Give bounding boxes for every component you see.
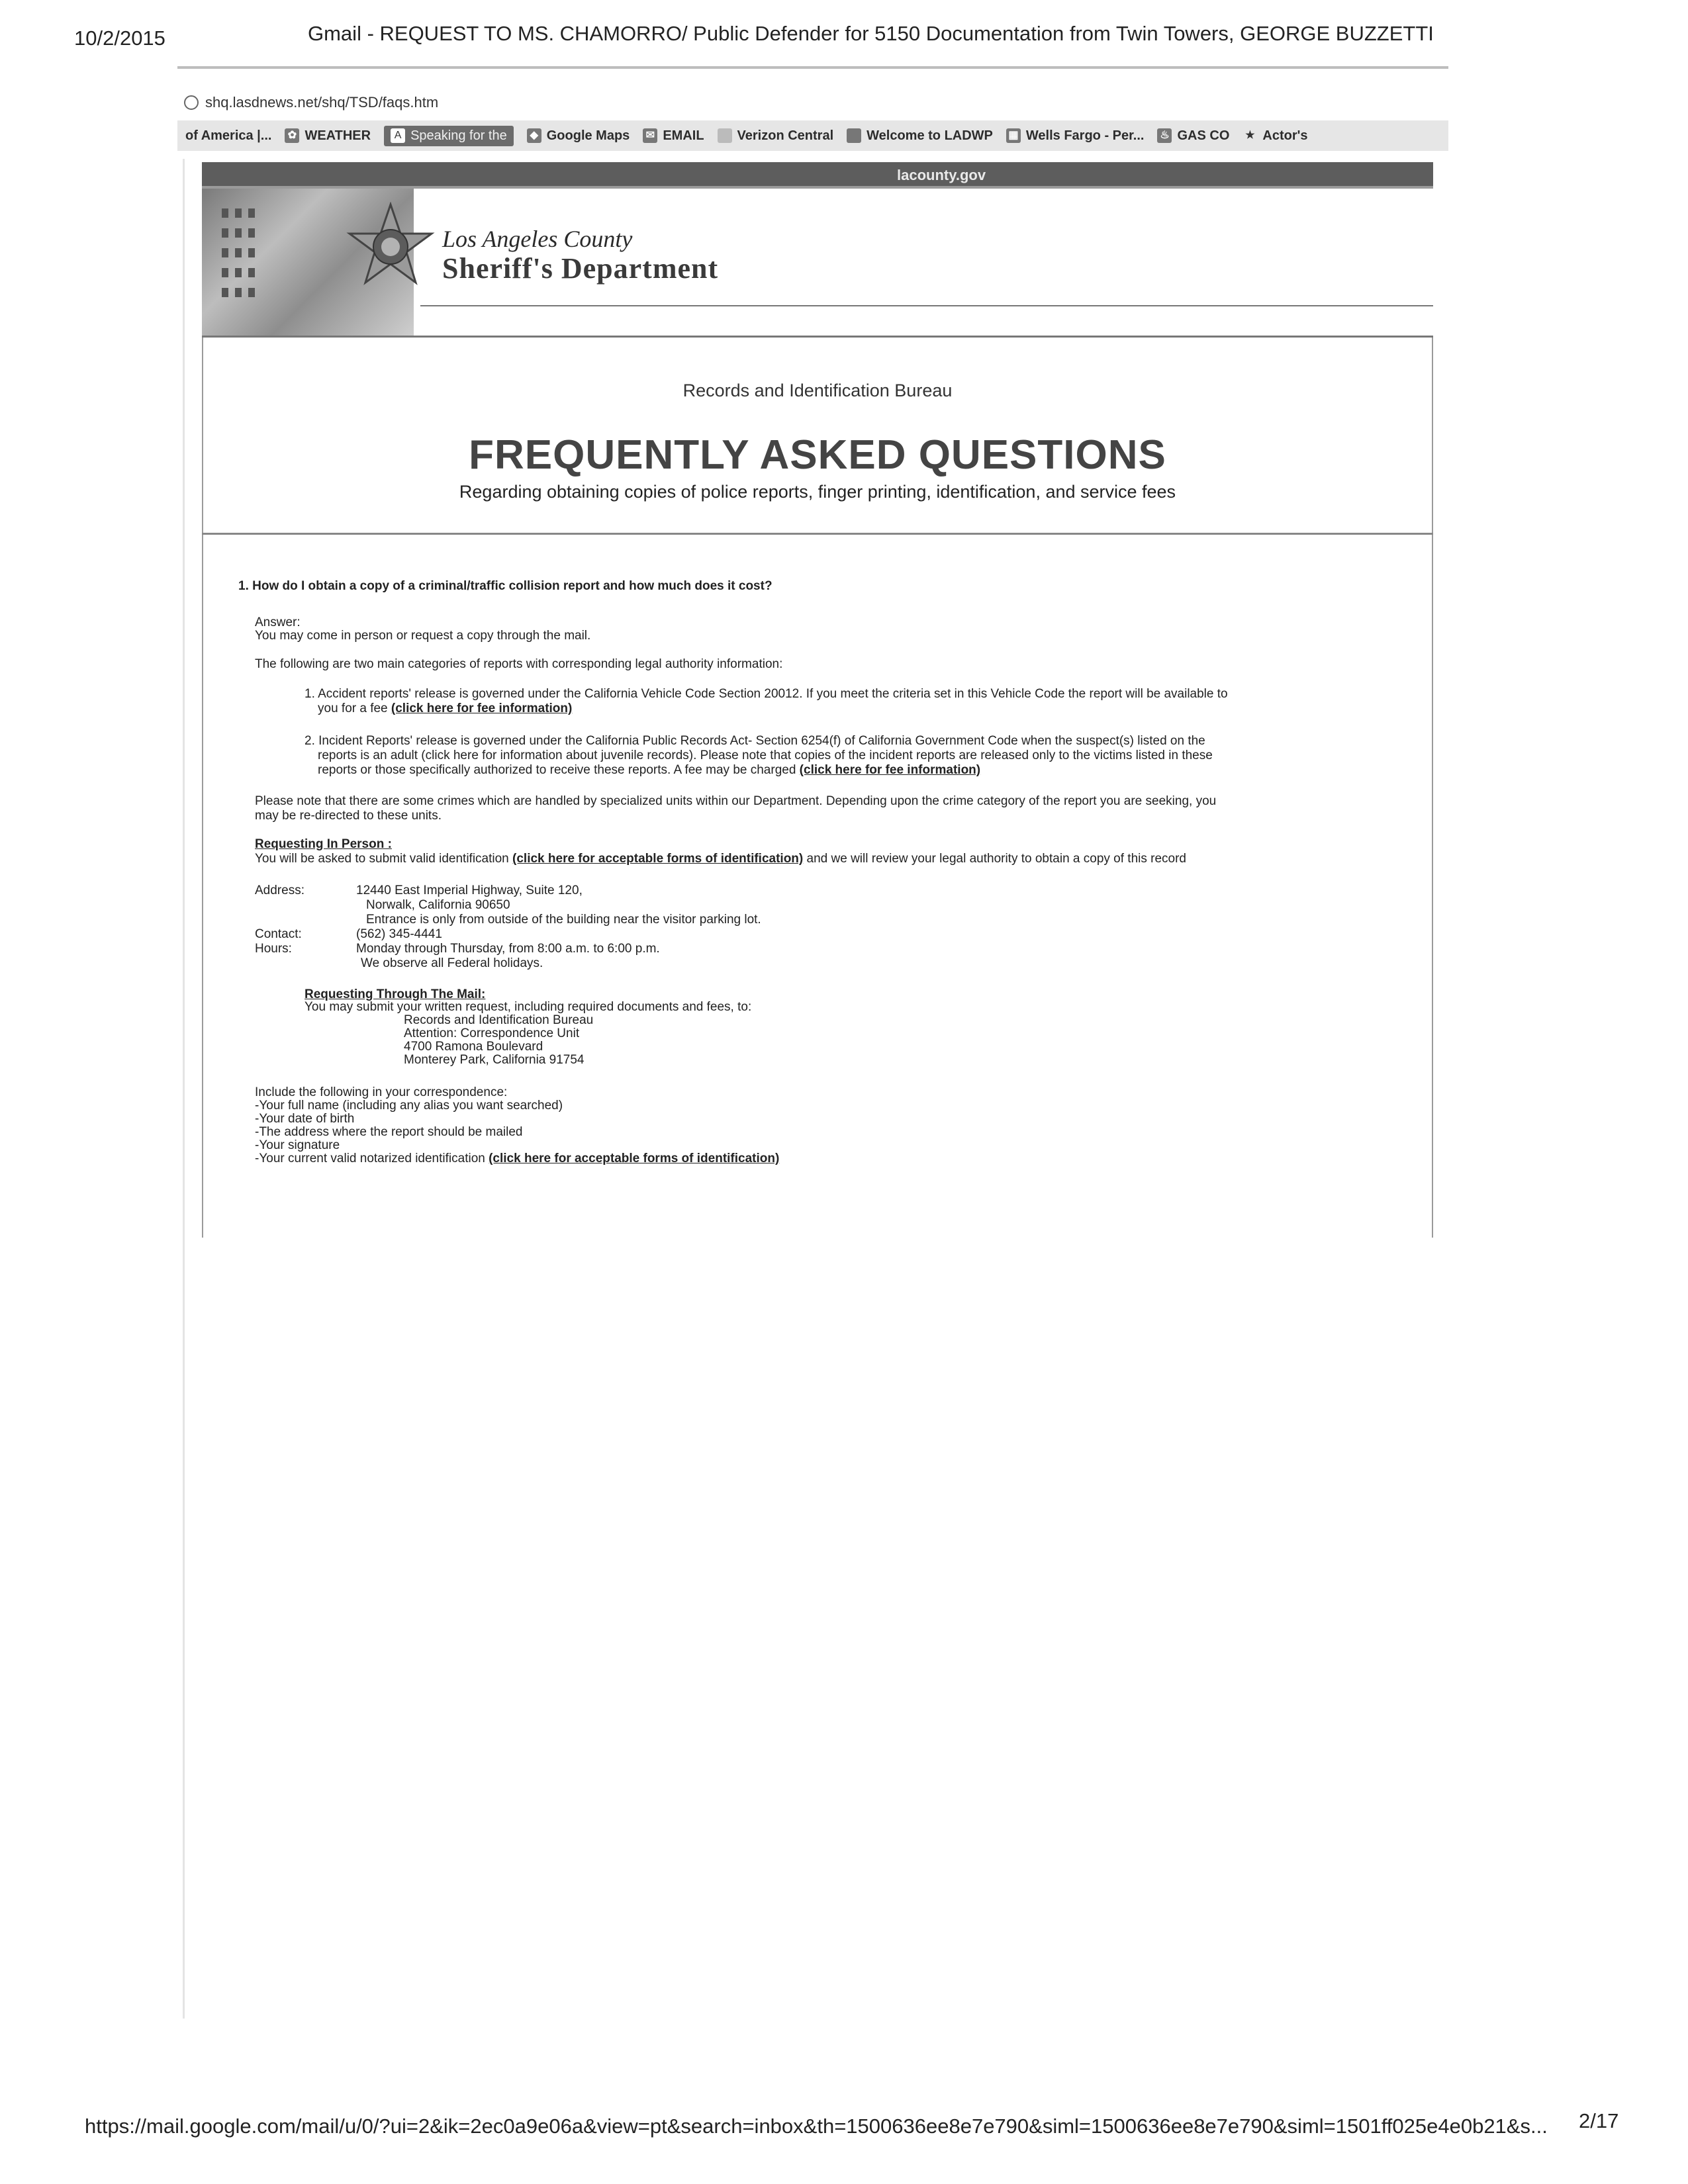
bookmarks-bar: [177, 120, 1448, 151]
address-line: 12440 East Imperial Highway, Suite 120,: [356, 884, 583, 897]
weather-icon: ✿: [285, 128, 299, 143]
bookmark-item[interactable]: ★ Actor's: [1243, 128, 1307, 144]
bookmark-item[interactable]: ✉ EMAIL: [643, 128, 704, 144]
bureau-name: Records and Identification Bureau: [682, 381, 953, 400]
print-page-number: 2/17: [1579, 2109, 1619, 2132]
hours-label: Hours:: [255, 942, 292, 956]
section-rule: [202, 533, 1433, 535]
chrome-divider: [177, 66, 1448, 69]
item1-text: you for a fee: [318, 702, 388, 715]
bookmark-item[interactable]: of America |...: [185, 128, 272, 143]
address-label: Address:: [255, 884, 305, 897]
bookmark-item[interactable]: ◆ Google Maps: [527, 128, 630, 144]
item2-text: reports or those specifically authorized to receive these reports. A fee may be charged: [318, 763, 796, 777]
bookmark-item[interactable]: ✿ WEATHER: [285, 128, 371, 144]
include-item: -Your date of birth: [255, 1112, 355, 1126]
answer-label: Answer:: [255, 615, 301, 629]
mail-intro: You may submit your written request, including required documents and fees, to:: [305, 1000, 752, 1014]
mail-icon: ✉: [643, 128, 657, 143]
browser-chrome: [177, 60, 1448, 159]
include-item: -The address where the report should be mailed: [255, 1125, 523, 1139]
item1-line1: 1. Accident reports' release is governed under the California Vehicle Code Section 20012. If you meet the criteria set in this Vehicle Code the report will be available to: [305, 687, 1228, 701]
contact-phone: (562) 345-4441: [356, 927, 442, 941]
page-subtitle: Regarding obtaining copies of police reports, finger printing, identification, and service fees: [459, 482, 1176, 502]
star-icon: ★: [1245, 130, 1255, 141]
in-person-heading: Requesting In Person :: [255, 837, 392, 851]
item2-line2: reports is an adult (click here for information about juvenile records). Please note that copies of the incident reports are released only to the victims listed in these: [318, 749, 1213, 762]
print-title: Gmail - REQUEST TO MS. CHAMORRO/ Public Defender for 5150 Documentation from Twin Towers, GEORGE BUZZETTI: [308, 22, 1434, 45]
url-text[interactable]: shq.lasdnews.net/shq/TSD/faqs.htm: [205, 94, 439, 111]
mail-heading: Requesting Through The Mail:: [305, 987, 486, 1001]
categories-intro: The following are two main categories of reports with corresponding legal authority information:: [255, 657, 783, 671]
print-footer-url: https://mail.google.com/mail/u/0/?ui=2&ik=2ec0a9e06a&view=pt&search=inbox&th=1500636ee8e7e790&siml=1500636ee8e7e790&siml=1501ff025e4e0b21&s...: [85, 2115, 1548, 2138]
bookmark-item[interactable]: Welcome to LADWP: [847, 128, 993, 144]
item1-line2: [318, 702, 572, 716]
print-date: 10/2/2015: [74, 26, 165, 50]
item2-line1: 2. Incident Reports' release is governed under the California Public Records Act- Section 6254(f) of California Government Code when the suspect(s) listed on the: [305, 734, 1205, 748]
answer-text: You may come in person or request a copy through the mail.: [255, 629, 591, 643]
page-icon: [847, 128, 861, 143]
bookmark-item[interactable]: ▦ Wells Fargo - Per...: [1006, 128, 1145, 144]
mail-address-line: Attention: Correspondence Unit: [404, 1026, 580, 1040]
globe-icon: [184, 95, 199, 110]
page-title: FREQUENTLY ASKED QUESTIONS: [469, 432, 1166, 478]
a-letter-icon: A: [391, 128, 405, 143]
address-bar[interactable]: [184, 89, 438, 116]
in-person-text: [255, 852, 1186, 866]
note-line1: Please note that there are some crimes which are handled by specialized units within our Department. Depending upon the crime category of the report you are seeking, you: [255, 794, 1217, 808]
faq-question: 1. How do I obtain a copy of a criminal/traffic collision report and how much does it cost?: [238, 579, 773, 593]
bookmark-item[interactable]: ♨ GAS CO: [1157, 128, 1229, 144]
id-forms-link[interactable]: (click here for acceptable forms of identification): [489, 1152, 780, 1165]
in-person-text1: You will be asked to submit valid identification: [255, 852, 509, 866]
address-line: Entrance is only from outside of the building near the visitor parking lot.: [366, 913, 761, 927]
dept-name: Sheriff's Department: [442, 252, 719, 285]
hours-value: Monday through Thursday, from 8:00 a.m. to 6:00 p.m.: [356, 942, 660, 956]
include-last-text: -Your current valid notarized identification: [255, 1152, 485, 1165]
fee-info-link[interactable]: (click here for fee information): [391, 702, 573, 715]
item2-line3: [318, 763, 980, 778]
page-icon: [718, 128, 732, 143]
in-person-text2: and we will review your legal authority to obtain a copy of this record: [806, 852, 1186, 866]
bookmark-item[interactable]: Verizon Central: [718, 128, 834, 144]
web-page: [202, 162, 1433, 1238]
include-item-last: [255, 1152, 779, 1166]
include-intro: Include the following in your correspondence:: [255, 1085, 508, 1099]
header-rule: [420, 305, 1433, 306]
id-forms-link[interactable]: (click here for acceptable forms of identification): [512, 852, 804, 866]
contact-label: Contact:: [255, 927, 302, 941]
bank-icon: ▦: [1006, 128, 1021, 143]
map-icon: ◆: [527, 128, 541, 143]
fee-info-link[interactable]: (click here for fee information): [799, 763, 981, 777]
lacounty-link[interactable]: lacounty.gov: [897, 167, 986, 183]
flame-icon: ♨: [1157, 128, 1172, 143]
include-item: -Your full name (including any alias you want searched): [255, 1099, 563, 1113]
sheriff-star-icon: [344, 202, 437, 295]
dept-county: Los Angeles County: [442, 226, 633, 252]
scan-border: [183, 159, 185, 2019]
hours-note: We observe all Federal holidays.: [361, 956, 543, 970]
include-item: -Your signature: [255, 1138, 340, 1152]
note-line2: may be re-directed to these units.: [255, 809, 442, 823]
site-topbar: [202, 162, 1433, 189]
mail-address-line: 4700 Ramona Boulevard: [404, 1040, 543, 1054]
mail-address-line: Monterey Park, California 91754: [404, 1053, 585, 1067]
address-line: Norwalk, California 90650: [366, 898, 510, 912]
mail-address-line: Records and Identification Bureau: [404, 1013, 594, 1027]
bookmark-item[interactable]: A Speaking for the: [384, 126, 514, 146]
header-bottom-rule: [202, 336, 1433, 338]
